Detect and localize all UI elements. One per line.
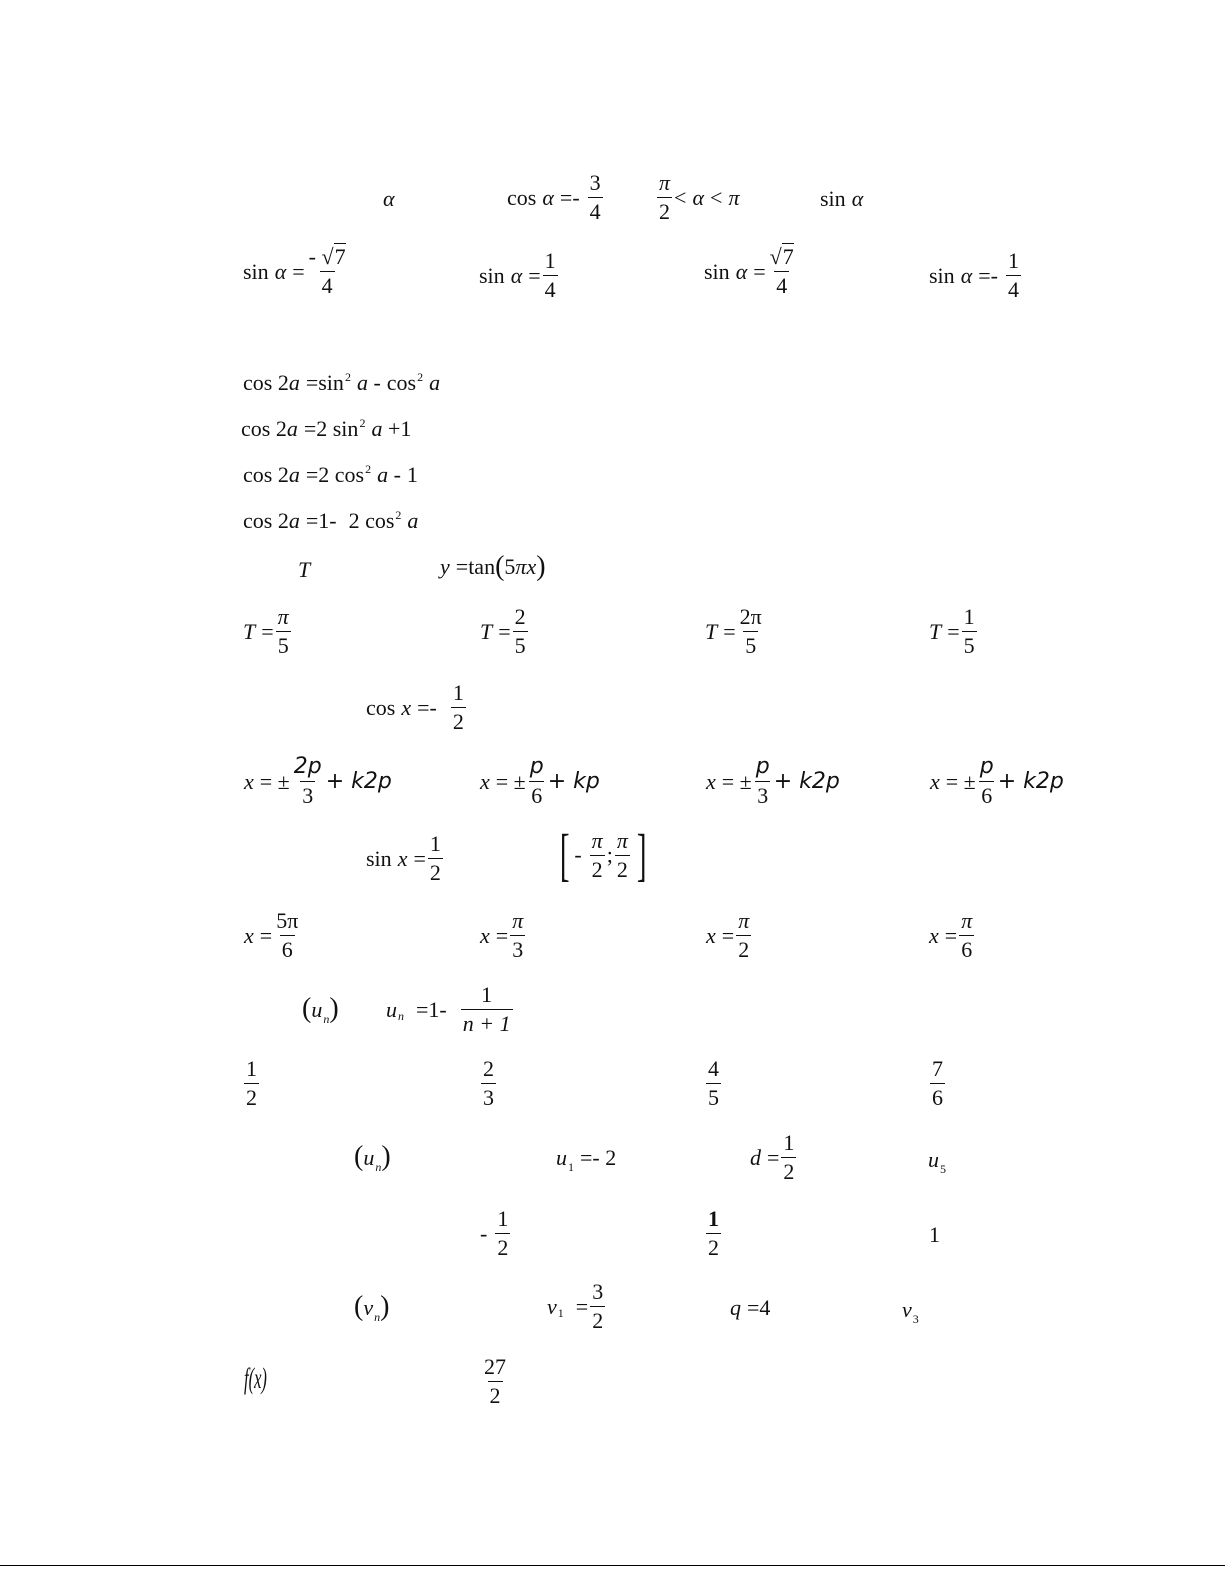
q1-option-c: sin α = $\frac{√7}{4}$ xyxy=(704,244,794,298)
q7-ask: $u_5$ xyxy=(928,1147,946,1176)
q6-option-c: $\frac{4}{5}$ xyxy=(708,1056,719,1110)
q3-option-d: T = $\frac{1}{5}$ xyxy=(929,604,975,658)
q3-option-c: T = $\frac{2\pi}{5}$ xyxy=(705,604,762,658)
q8-function-label: f(x) xyxy=(244,1362,267,1395)
q2-option-a: $\cos 2a =\sin^2$ a - $\cos^2 a$ xyxy=(243,370,441,395)
q1-ask: sin α xyxy=(820,186,864,211)
q5-equation: sin x = $\frac{1}{2}$ xyxy=(366,831,441,885)
q5-option-b: x = $\frac{\pi}{3}$ xyxy=(480,908,524,962)
q1-given-cos: cos α = - $\frac{3}{4}$ xyxy=(507,170,601,224)
q4-option-b: x = ± $\frac{p}{6}$ + kp xyxy=(480,754,600,808)
q6-option-d: $\frac{7}{6}$ xyxy=(932,1056,943,1110)
q6-formula: u n = 1 - $\frac{1}{n + 1}$ xyxy=(386,982,511,1036)
q8-ask: $v_3$ xyxy=(902,1297,919,1326)
q3-option-b: T = $\frac{2}{5}$ xyxy=(480,604,526,658)
q5-option-d: x = $\frac{\pi}{6}$ xyxy=(929,908,973,962)
q6-option-a: $\frac{1}{2}$ xyxy=(246,1056,257,1110)
q2-option-b: cos 2a =2 $\sin^2 a +1$ xyxy=(241,416,412,441)
q8-sequence: $(v_n)$ xyxy=(354,1291,390,1324)
q3-function: y = tan ( 5 π x ) xyxy=(440,551,546,582)
q4-option-d: x = ± $\frac{p}{6}$ + k2p xyxy=(930,754,1064,808)
q5-option-a: x = $\frac{5\pi}{6}$ xyxy=(244,908,299,962)
q8-ratio: q =4 xyxy=(730,1295,771,1320)
left-bracket-icon: [ xyxy=(559,822,570,887)
q1-option-a: sin α = $\frac{- √7}{4}$ xyxy=(243,244,346,298)
q7-option-b: - $\frac{1}{2}$ xyxy=(480,1206,509,1260)
q8-first-term: v 1 = $\frac{3}{2}$ xyxy=(547,1279,604,1333)
q4-equation: cos x = - $\frac{1}{2}$ xyxy=(366,680,464,734)
right-bracket-icon: ] xyxy=(636,822,647,887)
q3-period: T xyxy=(298,557,311,582)
q7-common-difference: d = $\frac{1}{2}$ xyxy=(750,1130,795,1184)
q6-sequence: $(u_n)$ xyxy=(302,993,339,1026)
q5-option-c: x = $\frac{\pi}{2}$ xyxy=(706,908,750,962)
q7-sequence: $(u_n)$ xyxy=(354,1141,391,1174)
q6-option-b: $\frac{2}{3}$ xyxy=(483,1056,494,1110)
q2-option-d: cos 2a =1- 2 $\cos^2 a$ xyxy=(243,508,419,533)
q8-fraction: $\frac{27}{2}$ xyxy=(484,1354,506,1408)
q2-option-c: cos 2a =2 $\cos^2 a - 1$ xyxy=(243,462,418,487)
q4-option-c: x = ± $\frac{p}{3}$ + k2p xyxy=(706,754,840,808)
q7-option-c: $\frac{1}{2}$ xyxy=(708,1206,719,1260)
q7-option-d: 1 xyxy=(929,1222,940,1247)
q1-range: $\frac{\pi}{2}$ < α < π xyxy=(659,170,740,224)
page-bottom-rule xyxy=(0,1565,1225,1566)
q4-option-a: x = ± $\frac{2p}{3}$ + k2p xyxy=(244,754,392,808)
q5-interval: [ - $\frac{\pi}{2}$ ; $\frac{\pi}{2}$ ] xyxy=(559,822,647,887)
q7-first-term: $u_1 =- 2$ xyxy=(556,1145,617,1174)
q1-option-d: sin α = - $\frac{1}{4}$ xyxy=(929,248,1019,302)
q1-option-b: sin α = $\frac{1}{4}$ xyxy=(479,248,556,302)
q3-option-a: T = $\frac{\pi}{5}$ xyxy=(243,604,289,658)
q1-alpha: α xyxy=(383,186,395,211)
